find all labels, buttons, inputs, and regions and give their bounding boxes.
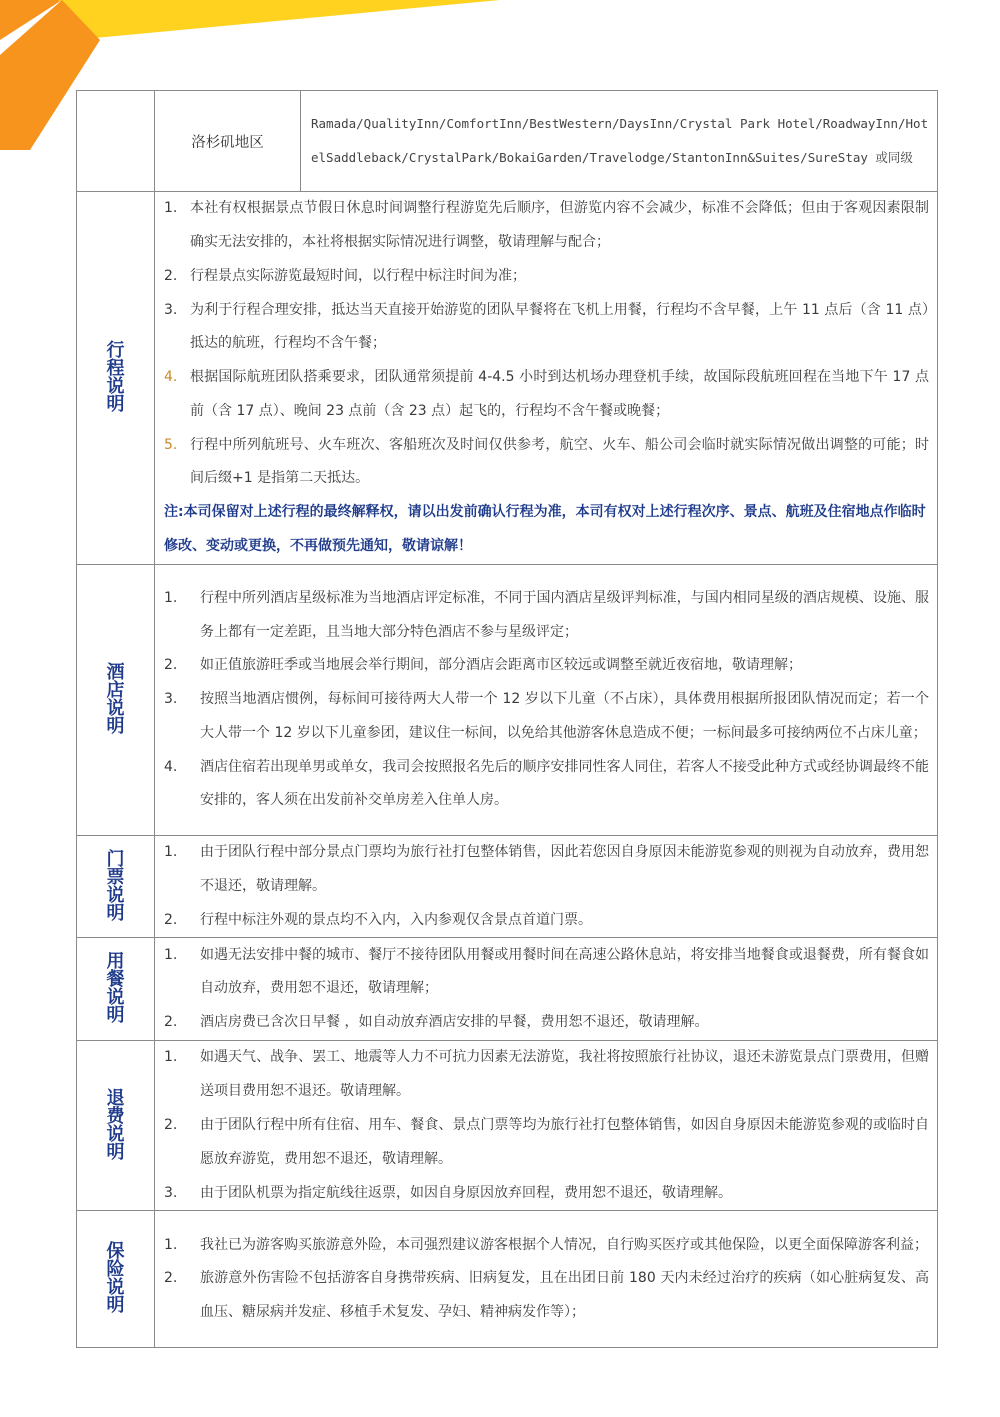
list-item [164, 836, 929, 904]
item-number: 2. [164, 657, 178, 674]
item-text: 如正值旅游旺季或当地展会举行期间，部分酒店会距离市区较远或调整至就近夜宿地，敬请理解； [200, 657, 802, 674]
list-item [164, 361, 929, 429]
list-item [164, 260, 929, 294]
insurance-content [155, 1211, 938, 1348]
refund-section-label [77, 1041, 155, 1211]
item-text: 行程景点实际游览最短时间，以行程中标注时间为准； [190, 267, 526, 284]
item-number: 3. [164, 691, 178, 708]
item-number: 1. [164, 200, 178, 217]
item-text: 酒店住宿若出现单男或单女，我司会按照报名先后的顺序安排同性客人同住，若客人不接受此种方式或经协调最终不能安排的，客人须在出发前补交单房差入住单人房。 [200, 758, 929, 809]
meal-section [77, 938, 938, 1041]
itinerary-note: 注:本司保留对上述行程的最终解释权，请以出发前确认行程为准，本司有权对上述行程次序、景点、航班及住宿地点作临时修改、变动或更换，不再做预先通知，敬请谅解！ [164, 504, 926, 555]
itinerary-content [155, 192, 938, 565]
item-number: 1. [164, 589, 178, 606]
item-text: 按照当地酒店惯例，每标间可接待两大人带一个 12 岁以下儿童（不占床），具体费用根据所报团队情况而定；若一个大人带一个 12 岁以下儿童参团，建议住一标间，以免给其他游客休息造成不便；一标间最多可接纳两位不占床儿童； [200, 691, 929, 741]
item-number: 2. [164, 911, 178, 928]
item-text: 由于团队机票为指定航线往返票，如因自身原因放弃回程，费用恕不退还，敬请理解。 [200, 1184, 732, 1201]
itinerary-section [77, 192, 938, 565]
blank-cell [77, 91, 155, 192]
ticket-section [77, 836, 938, 938]
list-item [164, 192, 929, 260]
item-text: 如遇天气、战争、罢工、地震等人力不可抗力因素无法游览，我社将按照旅行社协议，退还未游览景点门票费用，但赠送项目费用恕不退还。敬请理解。 [200, 1049, 929, 1100]
section-title: 退费说明 [106, 1087, 125, 1163]
meal-section-label [77, 938, 155, 1041]
hotel-section-label [77, 565, 155, 836]
item-number: 2. [164, 267, 178, 284]
item-number: 1. [164, 1049, 178, 1066]
item-number: 2. [164, 1270, 178, 1287]
list-item [164, 1041, 929, 1109]
item-number: 1. [164, 1236, 178, 1253]
list-item [164, 1006, 929, 1040]
item-number: 1. [164, 946, 178, 963]
list-item [164, 1262, 929, 1330]
item-number: 3. [164, 301, 178, 318]
item-text: 酒店房费已含次日早餐 ，如自动放弃酒店安排的早餐，费用恕不退还，敬请理解。 [200, 1014, 709, 1031]
item-number: 1. [164, 844, 178, 860]
section-title: 用餐说明 [106, 951, 125, 1027]
item-number: 2. [164, 1014, 178, 1031]
item-number: 4. [164, 369, 178, 386]
section-title: 保险说明 [106, 1241, 125, 1317]
item-text: 行程中标注外观的景点均不入内，入内参观仅含景点首道门票。 [200, 911, 592, 928]
hotel-content [155, 565, 938, 836]
hotel-section [77, 565, 938, 836]
item-text: 由于团队行程中所有住宿、用车、餐食、景点门票等均为旅行社打包整体销售，如因自身原因未能游览参观的或临时自愿放弃游览，费用恕不退还，敬请理解。 [200, 1116, 929, 1167]
ticket-section-label [77, 836, 155, 938]
list-item [164, 1109, 929, 1177]
list-item [164, 294, 929, 362]
item-text: 根据国际航班团队搭乘要求，团队通常须提前 4-4.5 小时到达机场办理登机手续，故国际段航班回程在当地下午 17 点前（含 17 点）、晚间 23 点前（含 23 点）起飞的，行程均不含午餐或晚餐； [190, 369, 929, 419]
ticket-content [155, 836, 938, 938]
refund-section [77, 1041, 938, 1211]
item-text: 旅游意外伤害险不包括游客自身携带疾病、旧病复发，且在出团日前 180 天内未经过治疗的疾病（如心脏病复发、高血压、糖尿病并发症、移植手术复发、孕妇、精神病发作等）； [200, 1270, 929, 1321]
item-text: 由于团队行程中部分景点门票均为旅行社打包整体销售，因此若您因自身原因未能游览参观的则视为自动放弃，费用恕不退还，敬请理解。 [200, 844, 929, 894]
info-table [76, 90, 938, 1348]
item-text: 本社有权根据景点节假日休息时间调整行程游览先后顺序，但游览内容不会减少，标准不会降低；但由于客观因素限制确实无法安排的，本社将根据实际情况进行调整，敬请理解与配合； [190, 200, 929, 250]
list-item [164, 429, 929, 497]
itinerary-section-label [77, 192, 155, 565]
hotel-row [77, 91, 938, 192]
list-item [164, 649, 929, 683]
insurance-section-label [77, 1211, 155, 1348]
item-text: 为利于行程合理安排，抵达当天直接开始游览的团队早餐将在飞机上用餐，行程均不含早餐，上午 11 点后（含 11 点）抵达的航班，行程均不含午餐； [190, 301, 929, 352]
section-title: 酒店说明 [106, 662, 125, 737]
list-item [164, 939, 929, 1007]
item-number: 2. [164, 1116, 178, 1133]
item-number: 4. [164, 758, 178, 775]
hotel-list: Ramada/QualityInn/ComfortInn/BestWestern/DaysInn/Crystal Park Hotel/RoadwayInn/HotelSaddleback/CrystalPark/BokaiGarden/Travelodge/StantonInn&Suites/SureStay 或同级 [301, 91, 938, 192]
meal-content [155, 938, 938, 1041]
item-text: 如遇无法安排中餐的城市、餐厅不接待团队用餐或用餐时间在高速公路休息站，将安排当地餐食或退餐费，所有餐食如自动放弃，费用恕不退还，敬请理解； [200, 946, 929, 997]
section-title: 行程说明 [106, 340, 125, 415]
item-text: 行程中所列航班号、火车班次、客船班次及时间仅供参考，航空、火车、船公司会临时就实际情况做出调整的可能；时间后缀+1 是指第二天抵达。 [190, 436, 929, 487]
item-number: 3. [164, 1184, 178, 1201]
region-label: 洛杉矶地区 [155, 91, 301, 192]
item-text: 行程中所列酒店星级标准为当地酒店评定标准，不同于国内酒店星级评判标准，与国内相同星级的酒店规模、设施、服务上都有一定差距，且当地大部分特色酒店不参与星级评定； [200, 589, 929, 640]
list-item [164, 582, 929, 650]
section-title: 门票说明 [106, 848, 125, 924]
list-item [164, 1177, 929, 1211]
list-item [164, 683, 929, 751]
refund-content [155, 1041, 938, 1211]
list-item [164, 1229, 929, 1263]
list-item [164, 751, 929, 819]
item-number: 5. [164, 436, 178, 453]
item-text: 我社已为游客购买旅游意外险，本司强烈建议游客根据个人情况，自行购买医疗或其他保险，以更全面保障游客利益； [200, 1236, 928, 1253]
insurance-section [77, 1211, 938, 1348]
list-item [164, 904, 929, 938]
